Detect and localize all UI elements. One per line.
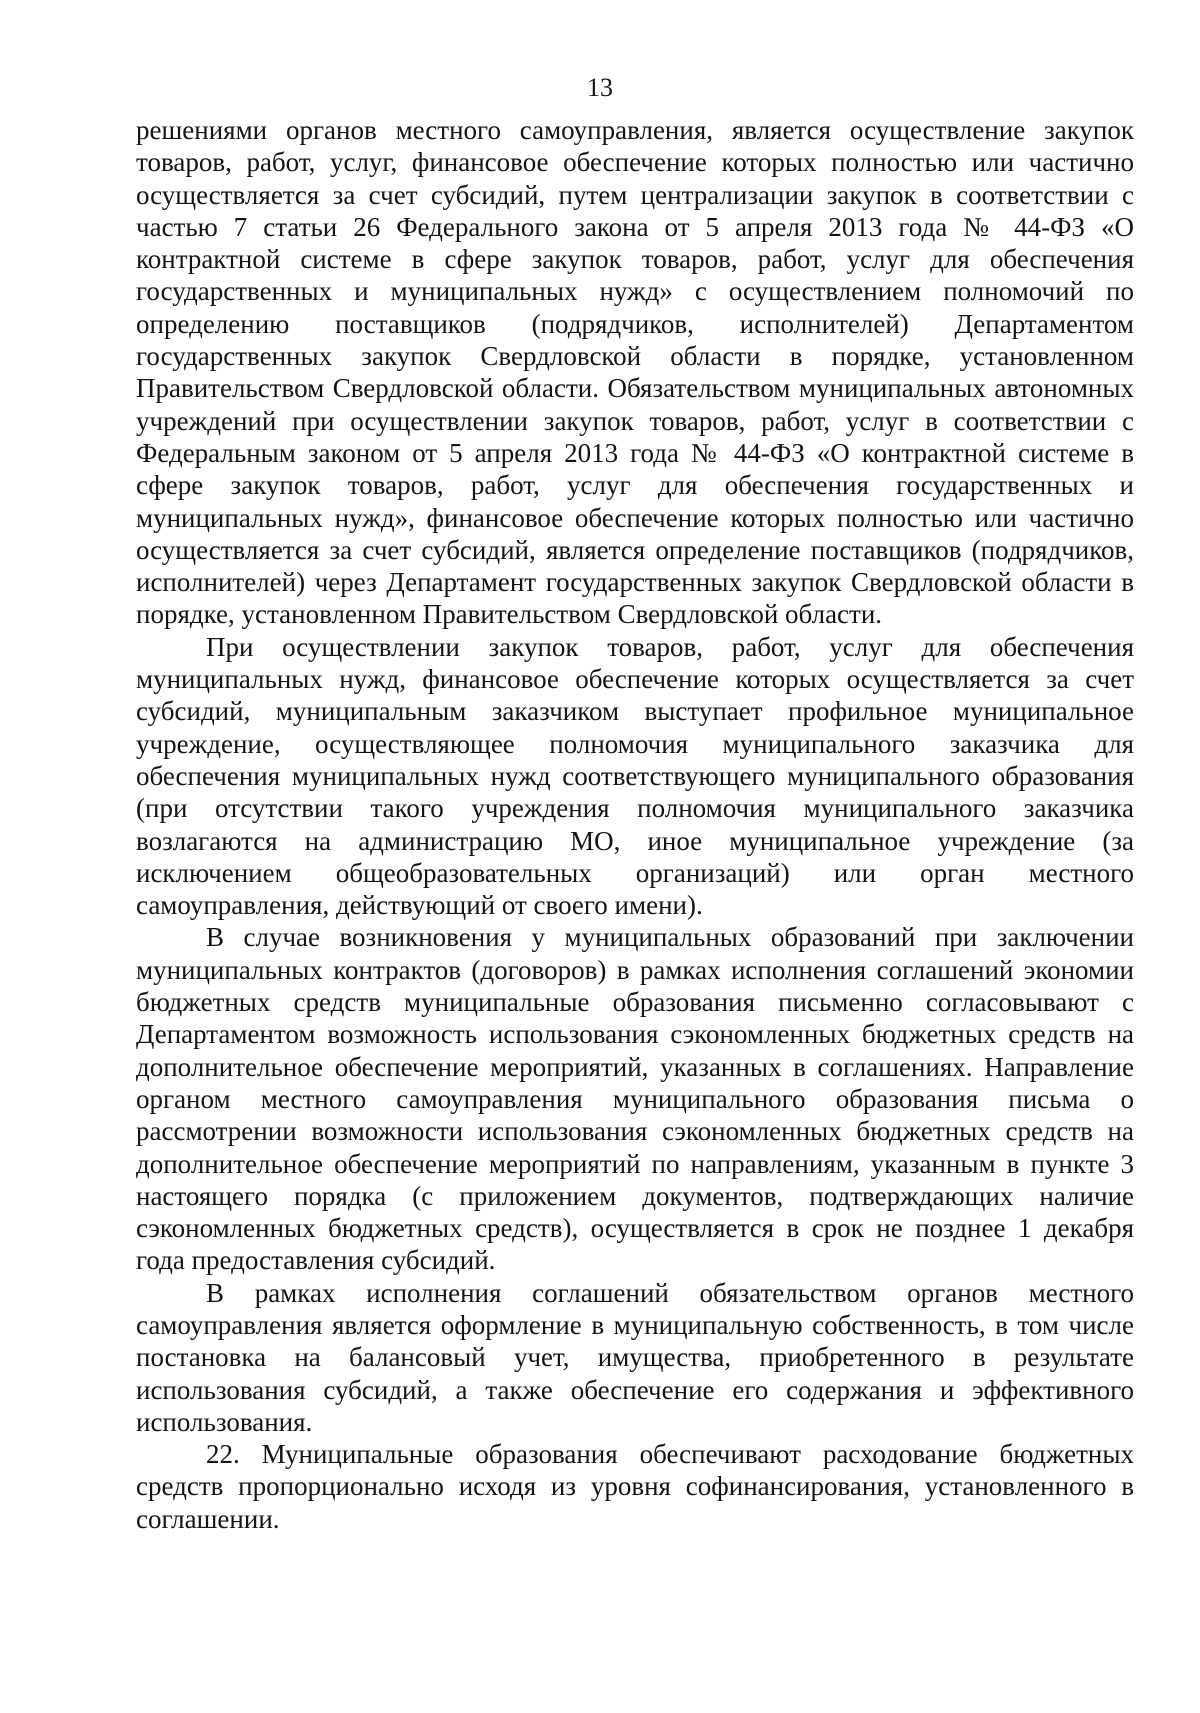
- document-body: [136, 114, 1134, 1535]
- page-number: 13: [587, 73, 613, 102]
- paragraph-budget-savings: В случае возникновения у муниципальных образований при заключении муниципальных контрактов (договоров) в рамках исполнения соглашений экономии бюджетных средств муниципальные образования письменно согласовывают с Департаментом возможность использования сэкономленных бюджетных средств на дополнительное обеспечение мероприятий, указанных в соглашениях. Направление органом местного самоуправления муниципального образования письма о рассмотрении возможности использования сэкономленных бюджетных средств на дополнительное обеспечение мероприятий по направлениям, указанным в пункте 3 настоящего порядка (с приложением документов, подтверждающих наличие сэкономленных бюджетных средств), осуществляется в срок не позднее 1 декабря года предоставления субсидий.: [136, 922, 1134, 1276]
- paragraph-clause-22: 22. Муниципальные образования обеспечивают расходование бюджетных средств пропорционально исходя из уровня софинансирования, установленного в соглашении.: [136, 1439, 1134, 1534]
- paragraph-continuation: решениями органов местного самоуправления, является осуществление закупок товаров, работ, услуг, финансовое обеспечение которых полностью или частично осуществляется за счет субсидий, путем централизации закупок в соответствии с частью 7 статьи 26 Федерального закона от 5 апреля 2013 года № 44-ФЗ «О контрактной системе в сфере закупок товаров, работ, услуг для обеспечения государственных и муниципальных нужд» с осуществлением полномочий по определению поставщиков (подрядчиков, исполнителей) Департаментом государственных закупок Свердловской области в порядке, установленном Правительством Свердловской области. Обязательством муниципальных автономных учреждений при осуществлении закупок товаров, работ, услуг в соответствии с Федеральным законом от 5 апреля 2013 года № 44-ФЗ «О контрактной системе в сфере закупок товаров, работ, услуг для обеспечения государственных и муниципальных нужд», финансовое обеспечение которых полностью или частично осуществляется за счет субсидий, является определение поставщиков (подрядчиков, исполнителей) через Департамент государственных закупок Свердловской области в порядке, установленном Правительством Свердловской области.: [136, 115, 1134, 630]
- paragraph-municipal-property: В рамках исполнения соглашений обязательством органов местного самоуправления является оформление в муниципальную собственность, в том числе постановка на балансовый учет, имущества, приобретенного в результате использования субсидий, а также обеспечение его содержания и эффективного использования.: [136, 1277, 1134, 1437]
- paragraph-procurement-customer: При осуществлении закупок товаров, работ, услуг для обеспечения муниципальных нужд, финансовое обеспечение которых осуществляется за счет субсидий, муниципальным заказчиком выступает профильное муниципальное учреждение, осуществляющее полномочия муниципального заказчика для обеспечения муниципальных нужд соответствующего муниципального образования (при отсутствии такого учреждения полномочия муниципального заказчика возлагаются на администрацию МО, иное муниципальное учреждение (за исключением общеобразовательных организаций) или орган местного самоуправления, действующий от своего имени).: [136, 631, 1134, 921]
